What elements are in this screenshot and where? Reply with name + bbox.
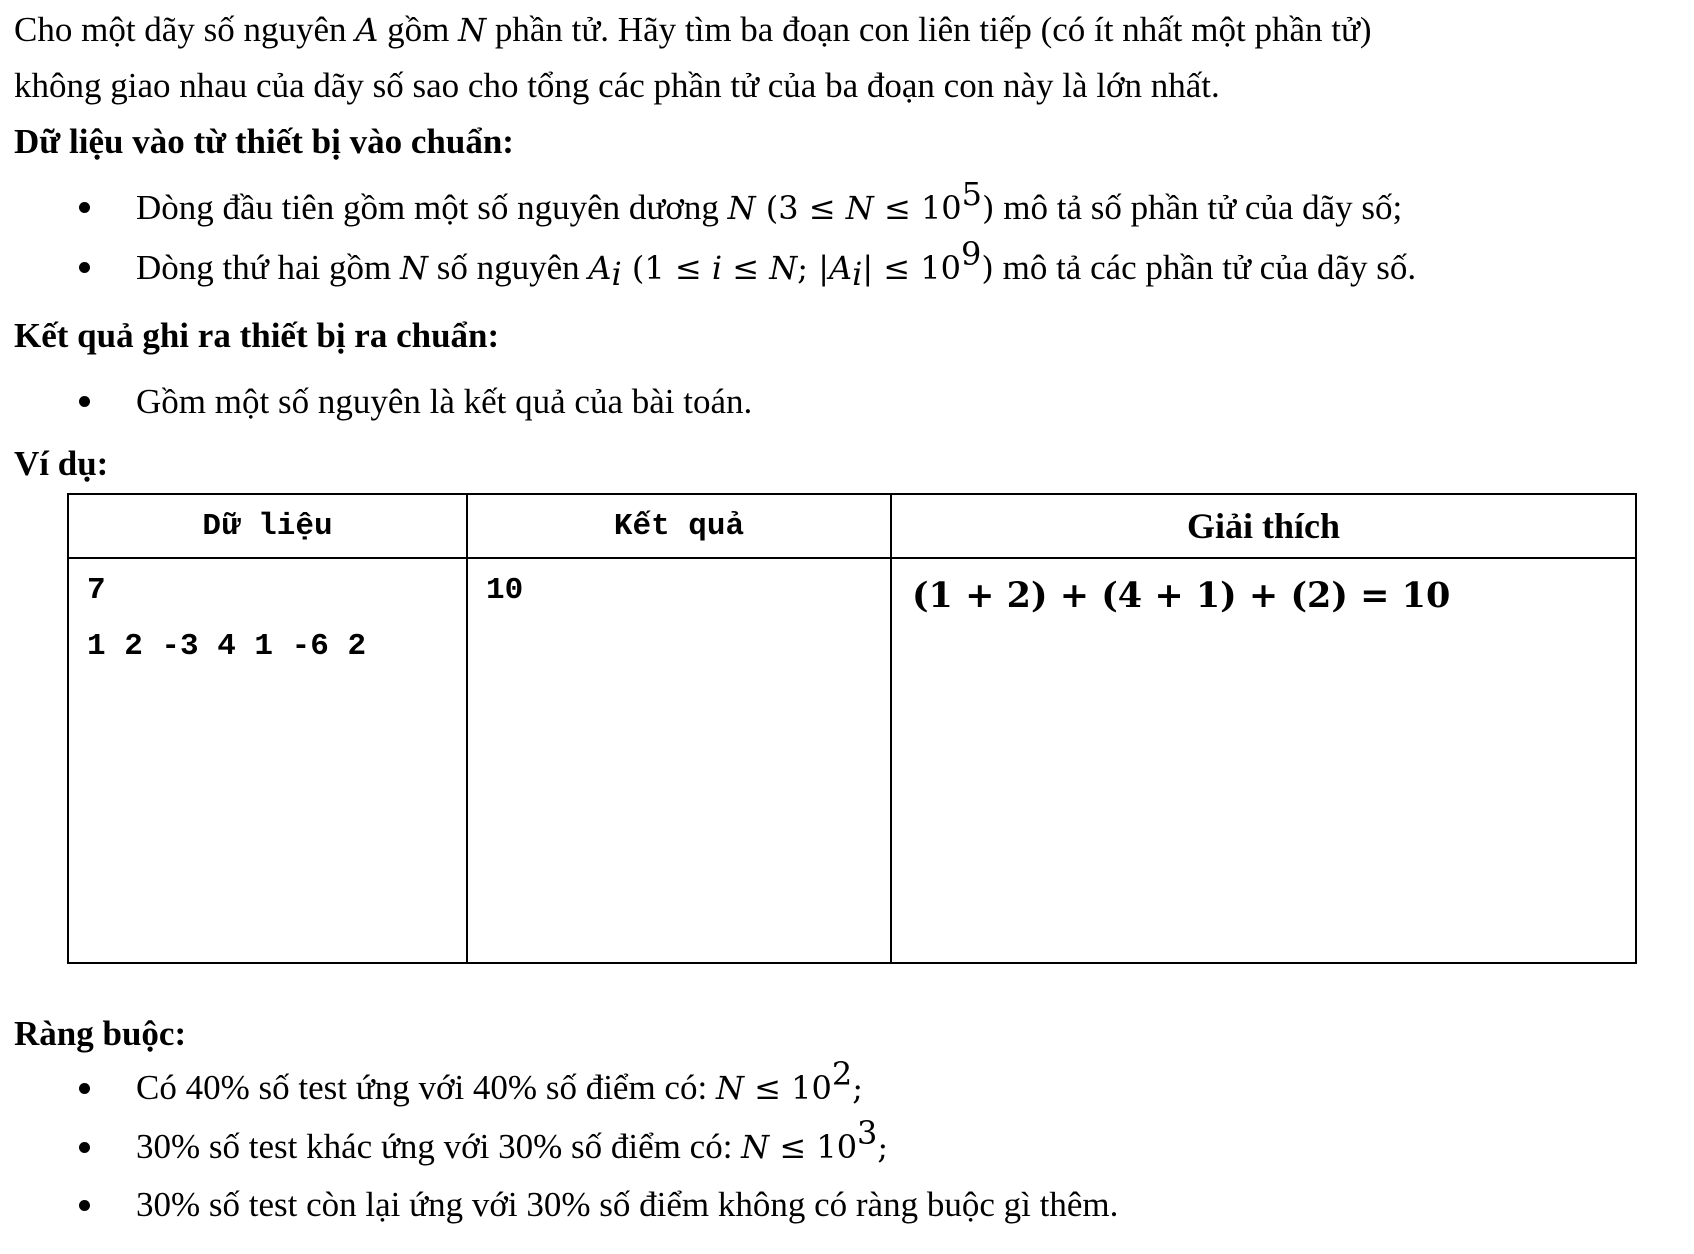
bullet-icon <box>79 262 90 273</box>
bullet-text: số nguyên <box>427 248 589 287</box>
bullet-icon <box>79 202 90 213</box>
math-exponent: 2 <box>831 1055 853 1093</box>
output-cell <box>467 558 891 963</box>
bullet-text: mô tả số phần tử của dãy số; <box>994 188 1403 227</box>
math-text: | ≤ 10 <box>862 249 961 287</box>
input-section-heading: Dữ liệu vào từ thiết bị vào chuẩn: <box>14 122 514 161</box>
constraint-bullet-2 <box>136 1114 889 1167</box>
output-section-heading: Kết quả ghi ra thiết bị ra chuẩn: <box>14 316 500 355</box>
math-var-a: A <box>355 11 379 49</box>
intro-text: Cho một dãy số nguyên <box>14 10 356 49</box>
math-var-n: N <box>399 249 428 287</box>
math-var-n: N <box>715 1069 744 1107</box>
math-var-i: i <box>711 249 723 287</box>
intro-line-2: không giao nhau của dãy số sao cho tổng các phần tử của ba đoạn con này là lớn nhất. <box>14 66 1220 105</box>
intro-text: gồm <box>378 10 459 49</box>
bullet-text: mô tả các phần tử của dãy số. <box>993 248 1417 287</box>
column-header-output: Kết quả <box>467 494 891 558</box>
bullet-icon <box>79 1142 90 1153</box>
input-bullet-1 <box>136 175 1403 228</box>
bullet-text: Có 40% số test ứng với 40% số điểm có: <box>136 1068 716 1107</box>
column-header-explanation: Giải thích <box>891 494 1636 558</box>
math-subscript: i <box>852 255 863 293</box>
bullet-icon <box>79 1083 90 1094</box>
math-text: ; | <box>797 249 829 287</box>
math-text: ≤ 10 <box>743 1069 832 1107</box>
output-line: 10 <box>486 573 524 608</box>
math-exponent: 9 <box>961 235 982 273</box>
math-exponent: 3 <box>857 1114 878 1152</box>
math-var-n: N <box>727 189 756 227</box>
math-text: (1 ≤ <box>621 249 712 287</box>
intro-line-1 <box>14 10 1372 50</box>
math-text: ) <box>982 189 995 227</box>
example-heading: Ví dụ: <box>14 444 109 483</box>
math-var-a: A <box>588 249 612 287</box>
table-row <box>68 558 1636 963</box>
math-exponent: 5 <box>961 175 983 213</box>
bullet-text: Dòng đầu tiên gồm một số nguyên dương <box>136 188 728 227</box>
math-text: ≤ 10 <box>769 1128 858 1166</box>
constraints-heading: Ràng buộc: <box>14 1014 187 1053</box>
math-var-n: N <box>845 189 874 227</box>
math-var-n: N <box>769 249 798 287</box>
explanation-cell <box>891 558 1636 963</box>
bullet-icon <box>79 396 90 407</box>
input-cell <box>68 558 467 963</box>
example-table <box>67 493 1637 964</box>
input-line: 7 <box>87 573 106 608</box>
explanation-text: (1 + 2) + (4 + 1) + (2) = 10 <box>912 575 1451 616</box>
column-header-input: Dữ liệu <box>68 494 467 558</box>
math-text: ≤ <box>722 249 770 287</box>
math-text: (3 ≤ <box>755 189 846 227</box>
bullet-text: Dòng thứ hai gồm <box>136 248 400 287</box>
math-subscript: i <box>611 255 622 293</box>
table-header-row <box>68 494 1636 558</box>
bullet-text: 30% số test khác ứng với 30% số điểm có: <box>136 1127 742 1166</box>
input-line: 1 2 -3 4 1 -6 2 <box>87 629 367 664</box>
constraint-bullet-1 <box>136 1055 863 1108</box>
input-bullet-2 <box>136 235 1417 293</box>
math-text: ) <box>981 249 994 287</box>
constraint-bullet-3: 30% số test còn lại ứng với 30% số điểm không có ràng buộc gì thêm. <box>136 1185 1119 1224</box>
math-text: ; <box>877 1128 889 1166</box>
bullet-icon <box>79 1200 90 1211</box>
math-var-n: N <box>458 11 487 49</box>
intro-text: phần tử. Hãy tìm ba đoạn con liên tiếp (có ít nhất một phần tử) <box>486 10 1372 49</box>
math-text: ≤ 10 <box>873 189 962 227</box>
output-bullet-1: Gồm một số nguyên là kết quả của bài toán. <box>136 382 753 421</box>
math-var-a: A <box>829 249 853 287</box>
math-text: ; <box>852 1069 863 1107</box>
math-var-n: N <box>741 1128 770 1166</box>
